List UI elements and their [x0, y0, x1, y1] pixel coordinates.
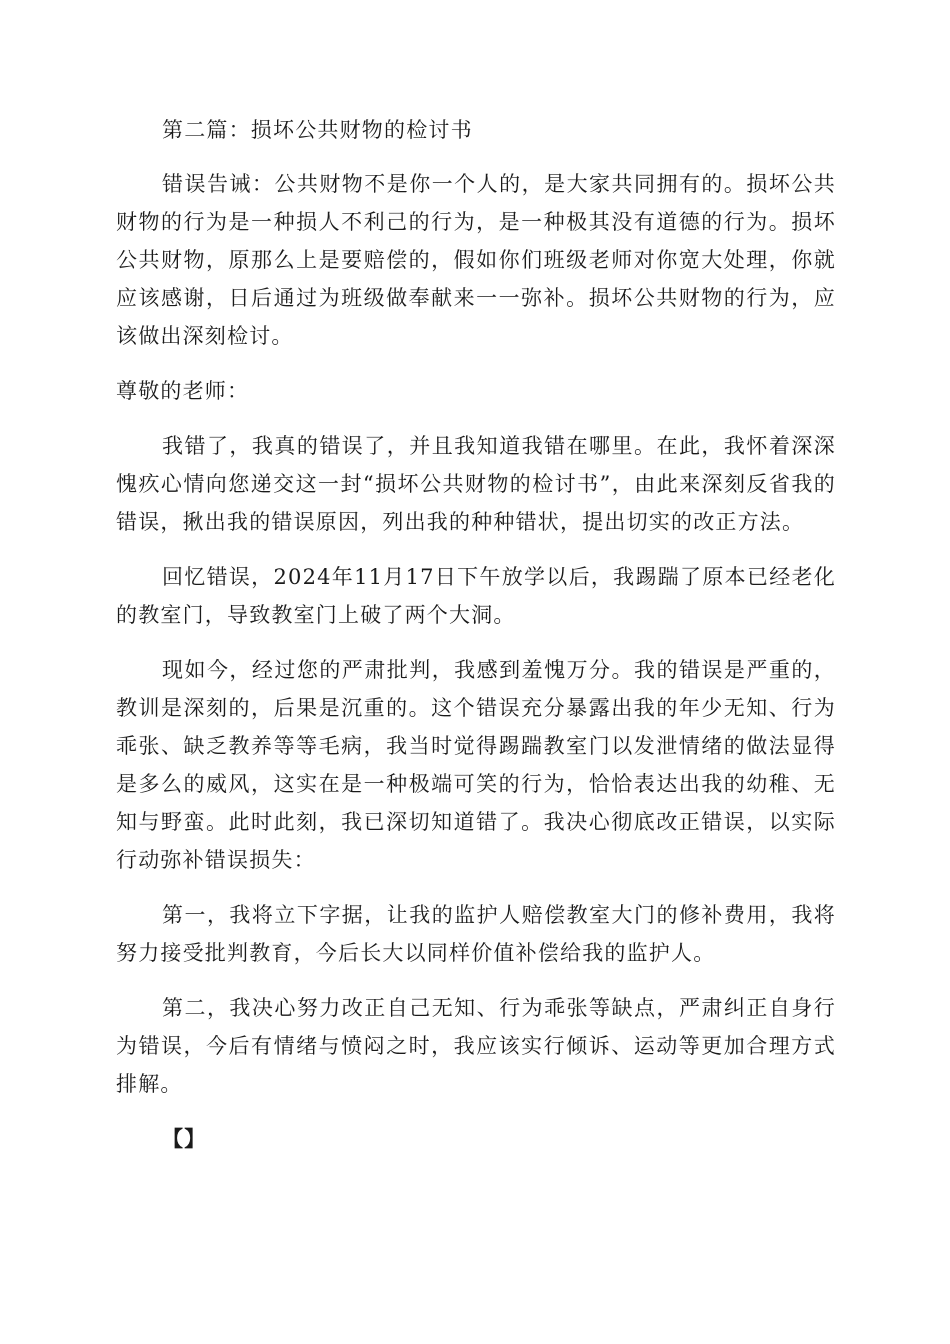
body-paragraph: 第二，我决心努力改正自己无知、行为乖张等缺点，严肃纠正自身行为错误，今后有情绪与愤闷之时，我应该实行倾诉、运动等更加合理方式排解。 — [116, 996, 836, 1096]
bracket-marker: 【】 — [162, 1127, 207, 1151]
document-body — [116, 113, 836, 1158]
section-heading: 第二篇：损坏公共财物的检讨书 — [162, 118, 473, 142]
salutation: 尊敬的老师： — [116, 379, 250, 403]
body-paragraph: 回忆错误，2024年11月17日下午放学以后，我踢踹了原本已经老化的教室门，导致教室门上破了两个大洞。 — [116, 565, 836, 627]
body-paragraph: 我错了，我真的错误了，并且我知道我错在哪里。在此，我怀着深深愧疚心情向您递交这一封“损坏公共财物的检讨书”，由此来深刻反省我的错误，揪出我的错误原因，列出我的种种错状，提出切实的改正方法。 — [116, 434, 836, 534]
body-paragraph: 第一，我将立下字据，让我的监护人赔偿教室大门的修补费用，我将努力接受批判教育，今后长大以同样价值补偿给我的监护人。 — [116, 903, 836, 965]
warning-paragraph: 错误告诫：公共财物不是你一个人的，是大家共同拥有的。损坏公共财物的行为是一种损人不利己的行为，是一种极其没有道德的行为。损坏公共财物，原那么上是要赔偿的，假如你们班级老师对你宽大处理，你就应该感谢，日后通过为班级做奉献来一一弥补。损坏公共财物的行为，应该做出深刻检讨。 — [116, 172, 836, 348]
body-paragraph: 现如今，经过您的严肃批判，我感到羞愧万分。我的错误是严重的，教训是深刻的，后果是沉重的。这个错误充分暴露出我的年少无知、行为乖张、缺乏教养等等毛病，我当时觉得踢踹教室门以发泄情绪的做法显得是多么的威风，这实在是一种极端可笑的行为，恰恰表达出我的幼稚、无知与野蛮。此时此刻，我已深切知道错了。我决心彻底改正错误，以实际行动弥补错误损失： — [116, 658, 836, 872]
